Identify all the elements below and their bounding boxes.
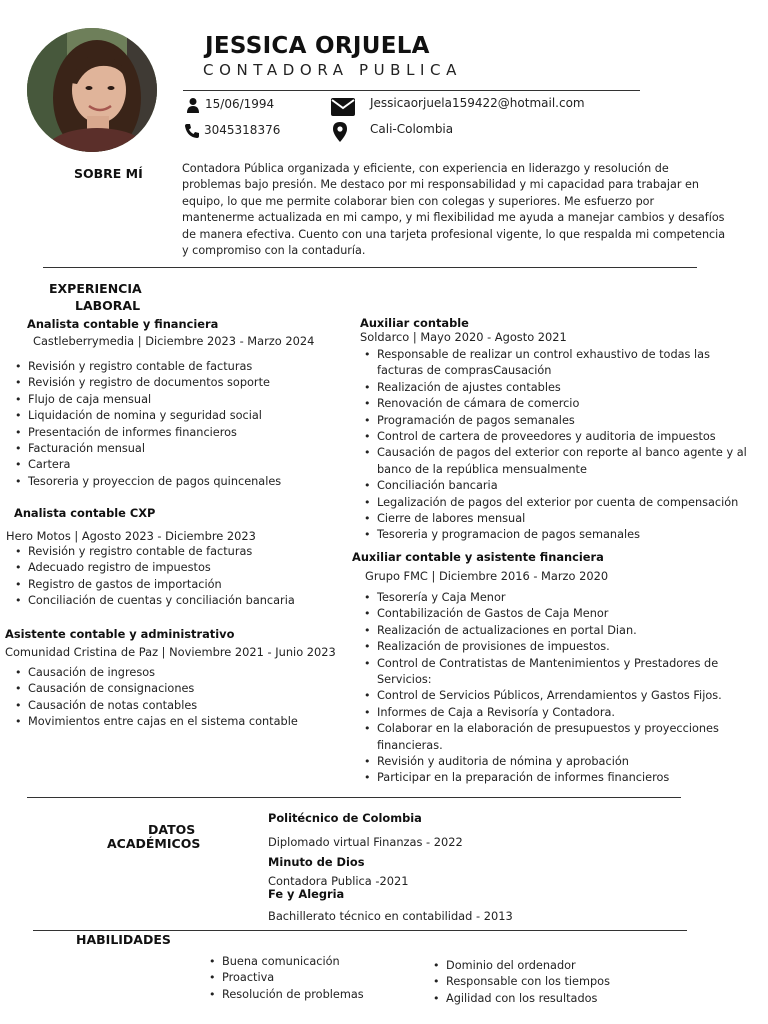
list-item: • Agilidad con los resultados (433, 991, 610, 1007)
list-item: • Realización de provisiones de impuestos. (364, 639, 749, 655)
list-item: • Revisión y registro contable de facturas (15, 359, 281, 375)
job-subtitle-left-2: Comunidad Cristina de Paz | Noviembre 2021 - Junio 2023 (5, 645, 336, 659)
list-item: • Responsable con los tiempos (433, 974, 610, 990)
email: Jessicaorjuela159422@hotmail.com (370, 96, 585, 110)
job-subtitle-left-0: Castleberrymedia | Diciembre 2023 - Marzo 2024 (33, 334, 315, 348)
list-item: • Contabilización de Gastos de Caja Menor (364, 606, 749, 622)
list-item: • Realización de actualizaciones en portal Dian. (364, 623, 749, 639)
list-item: • Tesoreria y programacion de pagos semanales (364, 527, 749, 543)
experience-divider (27, 797, 681, 798)
list-item: • Buena comunicación (209, 954, 364, 970)
job-subtitle-right-0: Soldarco | Mayo 2020 - Agosto 2021 (360, 330, 567, 344)
education-school-0: Politécnico de Colombia (268, 811, 422, 825)
list-item: • Control de cartera de proveedores y auditoria de impuestos (364, 429, 749, 445)
list-item: • Registro de gastos de importación (15, 577, 295, 593)
list-item: • Causación de consignaciones (15, 681, 298, 697)
list-item: • Conciliación bancaria (364, 478, 749, 494)
profile-photo (27, 28, 157, 152)
list-item: • Revisión y auditoria de nómina y aprobación (364, 754, 749, 770)
location-pin-icon (333, 122, 347, 146)
header-divider (183, 90, 640, 91)
job-title-right-0: Auxiliar contable (360, 316, 469, 330)
job-bullets-left-0 (15, 359, 281, 490)
person-name: JESSICA ORJUELA (205, 33, 430, 59)
list-item: • Causación de ingresos (15, 665, 298, 681)
list-item: • Control de Servicios Públicos, Arrendamientos y Gastos Fijos. (364, 688, 749, 704)
list-item: • Adecuado registro de impuestos (15, 560, 295, 576)
list-item: • Resolución de problemas (209, 987, 364, 1003)
list-item: • Responsable de realizar un control exhaustivo de todas las facturas de comprasCausación (364, 347, 749, 380)
education-heading-line2: ACADÉMICOS (107, 836, 201, 851)
education-school-1: Minuto de Dios (268, 855, 365, 869)
experience-heading-line2: LABORAL (75, 298, 141, 313)
list-item: • Movimientos entre cajas en el sistema contable (15, 714, 298, 730)
list-item: • Colaborar en la elaboración de presupuestos y proyecciones financieras. (364, 721, 749, 754)
list-item: • Control de Contratistas de Mantenimientos y Prestadores de Servicios: (364, 656, 749, 689)
birthdate: 15/06/1994 (205, 97, 275, 111)
list-item: • Conciliación de cuentas y conciliación bancaria (15, 593, 295, 609)
list-item: • Legalización de pagos del exterior por cuenta de compensación (364, 495, 749, 511)
about-text: Contadora Pública organizada y eficiente, con experiencia en liderazgo y resolución de problemas bajo presión. Me destaco por mi responsabilidad y mi capacidad para trabajar en equipo, lo que me permite colaborar bien con colegas y superiores. Me esfuerzo por mantenerme actualizada en mi campo, y mi flexibilidad me ayuda a manejar cambios y desafíos de manera efectiva. Cuento con una tarjeta profesional vigente, lo que respalda mi competencia y compromiso con la contaduría. (182, 162, 726, 258)
list-item: • Cierre de labores mensual (364, 511, 749, 527)
list-item: • Liquidación de nomina y seguridad social (15, 408, 281, 424)
job-title: CONTADORA PUBLICA (203, 61, 462, 79)
list-item: • Realización de ajustes contables (364, 380, 749, 396)
experience-heading-line1: EXPERIENCIA (49, 281, 142, 296)
job-bullets-left-2 (15, 665, 298, 731)
list-item: • Causación de notas contables (15, 698, 298, 714)
person-icon (185, 97, 201, 117)
job-subtitle-left-1: Hero Motos | Agosto 2023 - Diciembre 2023 (6, 529, 256, 543)
list-item: • Tesorería y Caja Menor (364, 590, 749, 606)
job-bullets-right-1 (364, 590, 749, 787)
location: Cali-Colombia (370, 122, 454, 136)
education-degree-2: Bachillerato técnico en contabilidad - 2013 (268, 909, 513, 923)
education-school-2: Fe y Alegria (268, 887, 345, 901)
education-divider (33, 930, 687, 931)
education-degree-0: Diplomado virtual Finanzas - 2022 (268, 835, 463, 849)
list-item: • Proactiva (209, 970, 364, 986)
phone-icon (184, 123, 200, 143)
skills-list-right (433, 958, 610, 1007)
skills-heading: HABILIDADES (76, 932, 171, 947)
list-item: • Participar en la preparación de informes financieros (364, 770, 749, 786)
list-item: • Presentación de informes financieros (15, 425, 281, 441)
list-item: • Dominio del ordenador (433, 958, 610, 974)
about-heading: SOBRE MÍ (74, 166, 143, 181)
list-item: • Tesoreria y proyeccion de pagos quincenales (15, 474, 281, 490)
skills-list-left (209, 954, 364, 1003)
job-title-left-1: Analista contable CXP (14, 506, 156, 520)
education-heading-line1: DATOS (148, 822, 196, 837)
list-item: • Revisión y registro contable de facturas (15, 544, 295, 560)
list-item: • Revisión y registro de documentos soporte (15, 375, 281, 391)
list-item: • Programación de pagos semanales (364, 413, 749, 429)
education-degree-1: Contadora Publica -2021 (268, 874, 409, 888)
job-bullets-left-1 (15, 544, 295, 610)
list-item: • Causación de pagos del exterior con reporte al banco agente y al banco de la república mensualmente (364, 445, 749, 478)
list-item: • Cartera (15, 457, 281, 473)
list-item: • Flujo de caja mensual (15, 392, 281, 408)
job-subtitle-right-1: Grupo FMC | Diciembre 2016 - Marzo 2020 (365, 569, 609, 583)
job-bullets-right-0 (364, 347, 749, 544)
about-divider (43, 267, 697, 268)
email-icon (331, 98, 355, 120)
list-item: • Facturación mensual (15, 441, 281, 457)
list-item: • Informes de Caja a Revisoría y Contadora. (364, 705, 749, 721)
job-title-right-1: Auxiliar contable y asistente financiera (352, 550, 604, 564)
job-title-left-2: Asistente contable y administrativo (5, 627, 235, 641)
list-item: • Renovación de cámara de comercio (364, 396, 749, 412)
job-title-left-0: Analista contable y financiera (27, 317, 219, 331)
phone: 3045318376 (204, 123, 281, 137)
